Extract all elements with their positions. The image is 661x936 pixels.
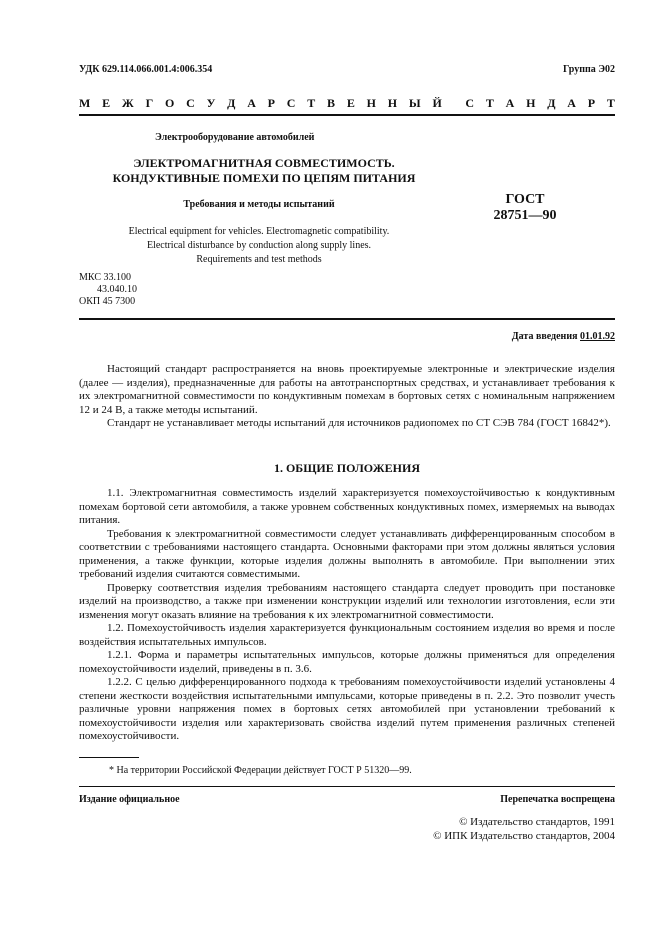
title-line-2: КОНДУКТИВНЫЕ ПОМЕХИ ПО ЦЕПЯМ ПИТАНИЯ — [112, 171, 416, 185]
mks-code-second: 43.040.10 — [97, 284, 137, 295]
banner-letter: Е — [346, 96, 355, 110]
banner-letter: Д — [547, 96, 556, 110]
banner-letter: Т — [485, 96, 494, 110]
footnote: * На территории Российской Федерации действует ГОСТ Р 51320—99. — [109, 765, 412, 776]
banner-letter: С — [286, 96, 296, 110]
section-paragraph: 1.1. Электромагнитная совместимость изделий характеризуется помехоустойчивостью к кондуктивным помехам бортовой сети автомобиля, а также уровнем собственных кондуктивных помех, измеряемых на выводах питания. — [79, 487, 615, 526]
standard-type-banner — [79, 96, 615, 111]
reprint-prohibited-label: Перепечатка воспрещена — [500, 794, 615, 805]
intro-date-label: Дата введения — [511, 331, 578, 342]
footer-divider — [79, 786, 615, 787]
section-paragraph: Проверку соответствия изделия требованиям настоящего стандарта следует проводить при постановке изделий на производство, а также при изменении конструкции изделий или технологии изготовления, если эти изменения могут оказать влияние на требования к их электромагнитной совместимости. — [79, 581, 615, 621]
mks-code: МКС 33.100 — [79, 272, 131, 283]
banner-letter: А — [505, 96, 515, 110]
intro-date — [512, 331, 615, 342]
okp-code: ОКП 45 7300 — [79, 296, 136, 307]
banner-letter: С — [465, 96, 475, 110]
section-body — [79, 487, 615, 744]
gost-number: 28751—90 — [493, 208, 557, 223]
footnote-divider — [79, 757, 139, 758]
banner-letter: О — [164, 96, 175, 110]
banner-letter: Т — [606, 96, 615, 110]
banner-letter: Т — [307, 96, 316, 110]
banner-letter: А — [247, 96, 256, 110]
title-block-divider — [79, 318, 615, 320]
copyright-block — [433, 815, 615, 843]
banner-letter: В — [327, 96, 336, 110]
english-line-3: Requirements and test methods — [196, 254, 322, 265]
section-paragraph: 1.2.2. С целью дифференцированного подхода к требованиям помехоустойчивости изделий установлены 4 степени жесткости воздействия испытательными импульсами, которые приведены в п. 2.2. Это позволит учесть различные уровни напряжения помех в бортовых сетях автомобилей при установлении требований к помехоустойчивости изделия или характеризовать свойства изделий путем применения различных степеней помехоустойчивости. — [79, 676, 615, 742]
banner-letter: Г — [145, 96, 154, 110]
banner-letter: Н — [387, 96, 398, 110]
requirements-subtitle: Требования и методы испытаний — [183, 199, 335, 210]
english-line-1: Electrical equipment for vehicles. Electromagnetic compatibility. — [128, 226, 390, 237]
copyright-line: © ИПК Издательство стандартов, 2004 — [433, 830, 615, 842]
gost-designation — [470, 192, 580, 224]
banner-letter: Е — [102, 96, 111, 110]
official-edition-label: Издание официальное — [79, 794, 180, 805]
banner-letter: Й — [432, 96, 442, 110]
document-title — [99, 156, 429, 186]
banner-letter: Р — [267, 96, 275, 110]
banner-letter: У — [206, 96, 216, 110]
intro-paragraph: Стандарт не устанавливает методы испытаний для источников радиопомех по СТ СЭВ 784 (ГОСТ 16842*). — [107, 417, 611, 429]
intro-paragraph: Настоящий стандарт распространяется на вновь проектируемые электронные и электрические изделия (далее — изделия), предназначенные для работы на автотранспортных средствах, и устанавливает требования к их электромагнитной совместимости по кондуктивным помехам в бортовых сетях с номинальным напряжением 12 и 24 В, а также методы испытаний. — [79, 363, 615, 416]
banner-letter: М — [79, 96, 91, 110]
copyright-line: © Издательство стандартов, 1991 — [459, 816, 615, 828]
banner-letter: Ы — [408, 96, 421, 110]
banner-letter: С — [186, 96, 195, 110]
section-heading: 1. ОБЩИЕ ПОЛОЖЕНИЯ — [273, 461, 421, 475]
banner-letter: А — [567, 96, 576, 110]
section-paragraph: 1.2. Помехоустойчивость изделия характеризуется функциональным состоянием изделия во время и после воздействия испытательных импульсов. — [79, 622, 615, 648]
group-code: Группа Э02 — [563, 64, 615, 75]
top-divider — [79, 114, 615, 116]
banner-letter: Ж — [121, 96, 134, 110]
english-line-2: Electrical disturbance by conduction along supply lines. — [146, 240, 372, 251]
banner-letter: Н — [526, 96, 536, 110]
intro-section — [79, 363, 615, 431]
classification-codes — [79, 272, 137, 308]
section-paragraph: Требования к электромагнитной совместимости следует устанавливать дифференцированным способом в соответствии с требованиями настоящего стандарта. Основными факторами при этом должны являться условия применения, а также функции, которые изделия должны выполнять в автомобиле. При выполнении этих требований изделия считаются совместимыми. — [79, 527, 615, 580]
gost-label: ГОСТ — [505, 192, 545, 207]
intro-date-value: 01.01.92 — [580, 331, 615, 342]
udk-code: УДК 629.114.066.001.4:006.354 — [79, 64, 213, 75]
title-line-1: ЭЛЕКТРОМАГНИТНАЯ СОВМЕСТИМОСТЬ. — [133, 156, 395, 170]
section-paragraph: 1.2.1. Форма и параметры испытательных импульсов, которые должны применяться для определения помехоустойчивости изделий, приведены в п. 3.6. — [79, 649, 615, 675]
banner-letter: Р — [587, 96, 596, 110]
english-title — [79, 225, 439, 267]
subject-line: Электрооборудование автомобилей — [155, 132, 315, 143]
banner-letter: Д — [227, 96, 236, 110]
banner-letter: Н — [366, 96, 376, 110]
